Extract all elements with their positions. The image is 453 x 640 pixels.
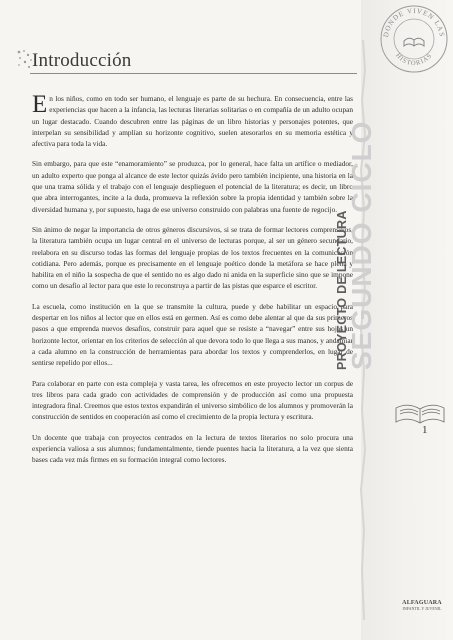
project-label: PROYECTO DE LECTURA <box>335 210 349 370</box>
svg-text:HISTORIAS: HISTORIAS <box>394 52 434 68</box>
paragraph-1-text: n los niños, como en todo ser humano, el lenguaje es parte de su hechura. En consecuencia, entre las experiencias que hacen a la infancia, las lecturas literarias solitarias o en compañía de un adulto ocupan un lugar destacado. Cuando descubren entre las páginas de un libro historias y personajes potentes, que interpelan su sensibilidad y amplían su horizonte cognitivo, suelen atesorarlos en su memoria estética y afectiva para toda la vida. <box>32 94 353 149</box>
title-divider <box>30 73 357 74</box>
paragraph-5: Para colaborar en parte con esta compleja y vasta tarea, les ofrecemos en este proyecto lector un corpus de tres libros para cada grado con actividades de comprensión y de producción así como una propuesta integradora final. Creemos que estos textos expandirán el universo simbólico de los alumnos y promoverán la construcción de sentidos en cooperación así como el crecimiento de la propia lectura y escritura. <box>32 378 353 422</box>
publisher-subtitle: INFANTIL Y JUVENIL <box>402 606 442 611</box>
paragraph-2: Sin embargo, para que este “enamoramiento” se produzca, por lo general, hace falta un artífice o mediador, un adulto experto que ponga al alcance de este lector quizás ávido pero también incipiente, una historia en la que una trama sólida y el trabajo con el lenguaje desplieguen el potencial de la literatura; es decir, un libro que abra interrogantes, incite a la duda, promueva la reflexión sobre la propia identidad y también sobre la diversidad humana y, por supuesto, haga de ese universo construido con palabras una fuente de regocijo. <box>32 159 353 214</box>
svg-text:DONDE VIVEN LAS: DONDE VIVEN LAS <box>381 6 447 38</box>
publisher-name: ALFAGUARA <box>402 600 442 606</box>
stamp-seal-icon <box>378 3 450 75</box>
paragraph-6: Un docente que trabaja con proyectos centrados en la lectura de textos literarios no solo procura una experiencia valiosa a sus alumnos; fundamentalmente, tiende puentes hacia la literatura, a la vez que sienta bases cada vez más firmes en su formación integral como lectores. <box>32 432 353 465</box>
page-title: Introducción <box>32 50 132 71</box>
body-text <box>32 93 353 475</box>
drop-cap: E <box>32 91 48 118</box>
open-book-icon <box>392 398 448 428</box>
cycle-label: SEGUNDO CICLO <box>346 120 377 370</box>
paragraph-3: Sin ánimo de negar la importancia de otros géneros discursivos, si se trata de formar lectores comprensivos, la literatura también ocupa un lugar central en el universo de lecturas porque, al ser un género secundario, reelabora en su discurso todas las formas del lenguaje propias de los textos frecuentes en la comunicación cotidiana. Pero además, porque es precisamente en el lenguaje poético donde la metáfora se hace plena y habilita en el niño la sospecha de que el sentido no es algo dado ni anida en la superficie sino que se impone como un desafío al lector para que este lo reconstruya a partir de las pistas que esparce el escritor. <box>32 224 353 291</box>
publisher-logo <box>400 600 444 611</box>
paragraph-1 <box>32 93 353 149</box>
side-title <box>335 90 405 370</box>
page-number: 1 <box>422 424 428 436</box>
paragraph-4: La escuela, como institución en la que se transmite la cultura, puede y debe habilitar un espacio para despertar en los niños al lector que en ellos está en germen. Así es como debe alentar al que da sus primeros pasos a que emprenda nuevos desafíos, construir para aquel que se resiste a “navegar” entre sus hojas un horizonte lector, orientar en los criterios de selección al que devora todo lo que llega a sus manos, y andamiar a cada alumno en la construcción de herramientas para abordar los textos y comprenderlos, en lugar de sentirse repelido por ellos... <box>32 301 353 368</box>
